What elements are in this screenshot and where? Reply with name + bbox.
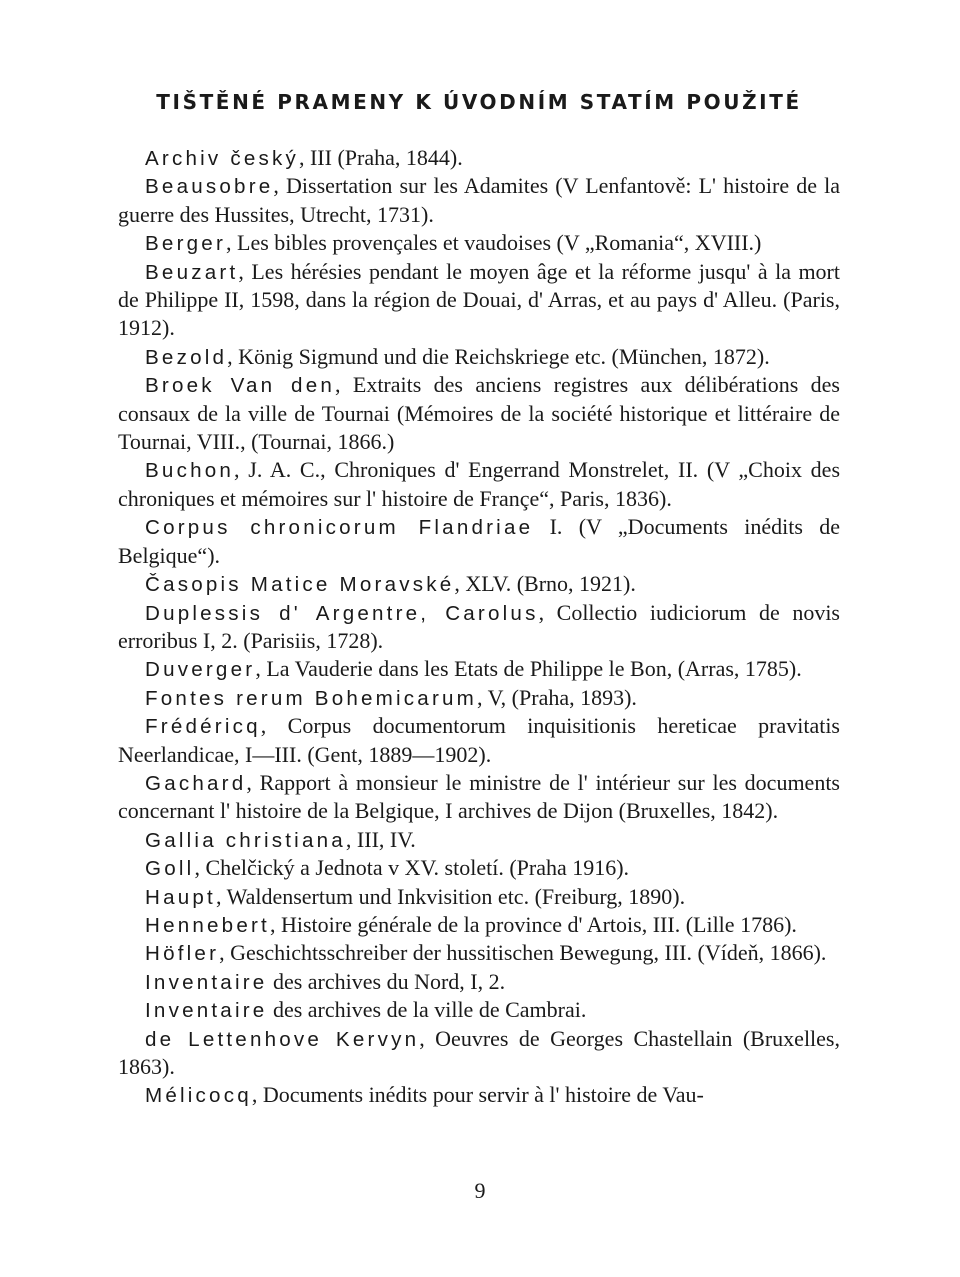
entry-details: , La Vauderie dans les Etats de Philippe le Bon, (Arras, 1785). bbox=[255, 656, 802, 682]
bibliography-entry bbox=[118, 655, 840, 683]
entry-details: , V, (Praha, 1893). bbox=[477, 684, 637, 710]
entry-author: Buchon bbox=[145, 459, 235, 483]
entry-details: , Rapport à monsieur le ministre de l' intérieur sur les documents concernant l' histoire de la Belgique, I archives de Dijon (Bruxelles, 1842). bbox=[118, 769, 840, 824]
entry-author: Frédéricq bbox=[145, 715, 261, 739]
entry-author: Mélicocq bbox=[145, 1084, 252, 1108]
entry-author: Bezold bbox=[145, 345, 228, 369]
entry-author: Inventaire bbox=[145, 999, 268, 1023]
bibliography-entry bbox=[118, 684, 840, 712]
entry-author: Berger bbox=[145, 232, 227, 256]
bibliography-entry bbox=[118, 826, 840, 854]
entry-author: Hennebert bbox=[145, 913, 270, 937]
bibliography-entry bbox=[118, 513, 840, 570]
entry-details: , Dissertation sur les Adamites (V Lenfantově: L' histoire de la guerre des Hussites, Utrecht, 1731). bbox=[118, 173, 840, 227]
entry-author: Archiv český bbox=[145, 147, 299, 170]
entry-details: , Chelčický a Jednota v XV. století. (Praha 1916). bbox=[194, 855, 630, 881]
entry-details: , Collectio iudiciorum de novis erroribus I, 2. (Parisiis, 1728). bbox=[118, 599, 840, 653]
page-heading: TIŠTĚNÉ PRAMENY K ÚVODNÍM STATÍM POUŽITÉ bbox=[156, 90, 802, 114]
bibliography-entry bbox=[118, 172, 840, 229]
bibliography-list bbox=[118, 144, 840, 1110]
entry-details: , König Sigmund und die Reichskriege etc. (München, 1872). bbox=[227, 343, 770, 369]
entry-author: Corpus chronicorum Flandriae bbox=[145, 516, 534, 540]
entry-author: Gachard bbox=[145, 771, 247, 795]
entry-details: , Histoire générale de la province d' Artois, III. (Lille 1786). bbox=[269, 911, 797, 937]
entry-details: , Documents inédits pour servir à l' histoire de Vau- bbox=[251, 1082, 704, 1108]
entry-details: , Extraits des anciens registres aux délibérations des consaux de la ville de Tournai (Mémoires de la société historique et littéraire de Tournai, VIII., (Tournai, 1866.) bbox=[118, 372, 840, 455]
bibliography-entry bbox=[118, 968, 840, 996]
page-body bbox=[118, 90, 840, 1110]
entry-author: Goll bbox=[145, 857, 195, 881]
entry-author: Inventaire bbox=[145, 970, 268, 994]
entry-details: , III, IV. bbox=[345, 826, 416, 852]
entry-details: des archives du Nord, I, 2. bbox=[267, 968, 506, 994]
entry-details: , Geschichtsschreiber der hussitischen Bewegung, III. (Vídeň, 1866). bbox=[219, 940, 827, 966]
bibliography-entry bbox=[118, 1025, 840, 1082]
entry-details: , Les hérésies pendant le moyen âge et la réforme jusqu' à la mort de Philippe II, 1598, dans la région de Douai, d' Arras, et au pays d' Alleu. (Paris, 1912). bbox=[118, 258, 840, 341]
page-number: 9 bbox=[474, 1178, 486, 1203]
entry-details: , Corpus documentorum inquisitionis hereticae pravitatis Neerlandicae, I—III. (Gent, 1889—1902). bbox=[118, 713, 840, 767]
bibliography-entry bbox=[118, 883, 840, 911]
bibliography-entry bbox=[118, 229, 840, 257]
bibliography-entry bbox=[118, 996, 840, 1024]
bibliography-entry bbox=[118, 258, 840, 343]
bibliography-entry bbox=[118, 854, 840, 882]
entry-author: de Lettenhove Kervyn bbox=[145, 1027, 420, 1051]
bibliography-entry bbox=[118, 1081, 840, 1109]
entry-details: des archives de la ville de Cambrai. bbox=[267, 997, 587, 1023]
entry-author: Časopis Matice Moravské bbox=[145, 573, 455, 597]
entry-author: Broek Van den bbox=[145, 374, 336, 398]
bibliography-entry bbox=[118, 911, 840, 939]
entry-details: , XLV. (Brno, 1921). bbox=[454, 571, 636, 597]
bibliography-entry bbox=[118, 939, 840, 967]
bibliography-entry bbox=[118, 144, 840, 172]
entry-details: , Waldensertum und Inkvisition etc. (Freiburg, 1890). bbox=[215, 883, 686, 909]
entry-details: I. (V „Documents inédits de Belgique“). bbox=[118, 514, 840, 568]
bibliography-entry bbox=[118, 769, 840, 826]
entry-author: Duplessis d' Argentre, Carolus bbox=[145, 601, 539, 625]
entry-author: Beuzart bbox=[145, 260, 239, 284]
bibliography-entry bbox=[118, 456, 840, 513]
entry-author: Duverger bbox=[145, 658, 256, 682]
entry-author: Beausobre bbox=[145, 175, 274, 199]
entry-author: Höfler bbox=[145, 942, 220, 966]
entry-author: Haupt bbox=[145, 885, 216, 909]
entry-details: , III (Praha, 1844). bbox=[298, 145, 463, 170]
entry-details: , J. A. C., Chroniques d' Engerrand Monstrelet, II. (V „Choix des chroniques et mémoires sur l' histoire de Françe“, Paris, 1836). bbox=[118, 457, 840, 511]
entry-details: , Oeuvres de Georges Chastellain (Bruxelles, 1863). bbox=[118, 1025, 840, 1079]
bibliography-entry bbox=[118, 570, 840, 598]
entry-author: Fontes rerum Bohemicarum bbox=[145, 686, 478, 710]
entry-details: , Les bibles provençales et vaudoises (V „Romania“, XVIII.) bbox=[226, 230, 762, 256]
bibliography-entry bbox=[118, 371, 840, 456]
entry-author: Gallia christiana bbox=[145, 828, 346, 852]
bibliography-entry bbox=[118, 599, 840, 656]
bibliography-entry bbox=[118, 343, 840, 371]
bibliography-entry bbox=[118, 712, 840, 769]
